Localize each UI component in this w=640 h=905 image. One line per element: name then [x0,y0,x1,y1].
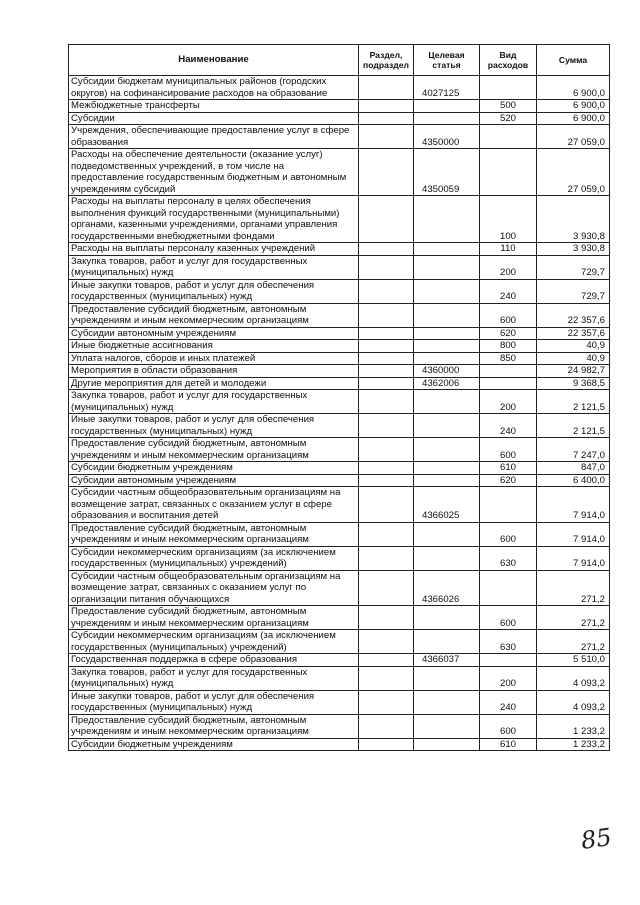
row-sum-cell: 7 914,0 [537,522,610,546]
row-section-cell [359,414,414,438]
table-row [69,666,610,690]
table-row [69,377,610,390]
row-article-cell [414,690,480,714]
row-sum-cell: 4 093,2 [537,690,610,714]
row-section-cell [359,546,414,570]
row-expense-type-cell: 800 [480,340,537,353]
row-name-cell: Учреждения, обеспечивающие предоставление услуг в сфере образования [69,125,359,149]
row-name-cell: Иные закупки товаров, работ и услуг для обеспечения государственных (муниципальных) нужд [69,279,359,303]
row-name-cell: Уплата налогов, сборов и иных платежей [69,352,359,365]
row-expense-type-cell: 610 [480,738,537,751]
row-expense-type-cell [480,654,537,667]
row-sum-cell: 6 900,0 [537,100,610,113]
row-section-cell [359,76,414,100]
row-name-cell: Субсидии частным общеобразовательным организациям на возмещение затрат, связанных с оказанием услуг по организации питания обучающихся [69,570,359,606]
row-section-cell [359,279,414,303]
row-sum-cell: 22 357,6 [537,327,610,340]
row-sum-cell: 729,7 [537,279,610,303]
row-expense-type-cell: 200 [480,255,537,279]
row-expense-type-cell: 630 [480,546,537,570]
table-row [69,255,610,279]
row-expense-type-cell: 600 [480,606,537,630]
row-section-cell [359,327,414,340]
row-name-cell: Межбюджетные трансферты [69,100,359,113]
row-sum-cell: 3 930,8 [537,196,610,243]
row-sum-cell: 7 247,0 [537,438,610,462]
row-section-cell [359,487,414,523]
table-row [69,738,610,751]
row-section-cell [359,149,414,196]
row-sum-cell: 2 121,5 [537,414,610,438]
row-name-cell: Закупка товаров, работ и услуг для государственных (муниципальных) нужд [69,666,359,690]
row-name-cell: Субсидии бюджетным учреждениям [69,462,359,475]
row-article-cell [414,303,480,327]
row-expense-type-cell: 600 [480,303,537,327]
row-expense-type-cell [480,487,537,523]
header-name: Наименование [69,45,359,76]
table-row [69,340,610,353]
table-row [69,690,610,714]
row-article-cell [414,666,480,690]
row-expense-type-cell [480,125,537,149]
row-expense-type-cell: 500 [480,100,537,113]
row-name-cell: Расходы на выплаты персоналу в целях обеспечения выполнения функций государственными (муниципальными) органами, казенными учреждениями, органами управления государственными внебюджетными фондами [69,196,359,243]
row-name-cell: Субсидии частным общеобразовательным организациям на возмещение затрат, связанных с оказанием услуг в сфере образования и воспитания детей [69,487,359,523]
row-section-cell [359,303,414,327]
header-row [69,45,610,76]
row-section-cell [359,390,414,414]
row-name-cell: Иные закупки товаров, работ и услуг для обеспечения государственных (муниципальных) нужд [69,414,359,438]
row-article-cell [414,606,480,630]
table-row [69,546,610,570]
row-name-cell: Мероприятия в области образования [69,365,359,378]
row-name-cell: Предоставление субсидий бюджетным, автономным учреждениям и иным некоммерческим организациям [69,714,359,738]
row-name-cell: Расходы на обеспечение деятельности (оказание услуг) подведомственных учреждений, в том числе на предоставление государственным бюджетным и автономным учреждениям субсидий [69,149,359,196]
table-row [69,196,610,243]
row-name-cell: Предоставление субсидий бюджетным, автономным учреждениям и иным некоммерческим организациям [69,606,359,630]
table-row [69,149,610,196]
row-name-cell: Расходы на выплаты персоналу казенных учреждений [69,243,359,256]
row-article-cell: 4360000 [414,365,480,378]
table-row [69,327,610,340]
row-name-cell: Закупка товаров, работ и услуг для государственных (муниципальных) нужд [69,390,359,414]
row-section-cell [359,570,414,606]
row-expense-type-cell: 850 [480,352,537,365]
row-expense-type-cell [480,76,537,100]
header-expense-type: Вид расходов [480,45,537,76]
table-row [69,654,610,667]
row-article-cell: 4350059 [414,149,480,196]
table-row [69,606,610,630]
row-article-cell: 4350000 [414,125,480,149]
row-article-cell [414,474,480,487]
row-expense-type-cell [480,570,537,606]
row-expense-type-cell [480,365,537,378]
table-row [69,125,610,149]
row-article-cell [414,714,480,738]
table-row [69,279,610,303]
row-article-cell [414,243,480,256]
row-name-cell: Закупка товаров, работ и услуг для государственных (муниципальных) нужд [69,255,359,279]
row-expense-type-cell [480,149,537,196]
row-section-cell [359,714,414,738]
row-article-cell [414,255,480,279]
table-row [69,438,610,462]
row-name-cell: Субсидии автономным учреждениям [69,474,359,487]
row-section-cell [359,377,414,390]
row-article-cell [414,390,480,414]
row-sum-cell: 3 930,8 [537,243,610,256]
row-article-cell [414,327,480,340]
row-name-cell: Предоставление субсидий бюджетным, автономным учреждениям и иным некоммерческим организациям [69,438,359,462]
row-name-cell: Субсидии бюджетам муниципальных районов (городских округов) на софинансирование расходов на образование [69,76,359,100]
row-article-cell [414,522,480,546]
row-section-cell [359,255,414,279]
row-sum-cell: 729,7 [537,255,610,279]
row-sum-cell: 6 400,0 [537,474,610,487]
row-section-cell [359,125,414,149]
row-expense-type-cell: 240 [480,279,537,303]
table-row [69,365,610,378]
row-article-cell [414,438,480,462]
row-section-cell [359,462,414,475]
row-sum-cell: 40,9 [537,340,610,353]
row-sum-cell: 1 233,2 [537,714,610,738]
row-article-cell [414,630,480,654]
row-name-cell: Субсидии некоммерческим организациям (за исключением государственных (муниципальных) учреждений) [69,546,359,570]
row-article-cell: 4027125 [414,76,480,100]
row-name-cell: Субсидии автономным учреждениям [69,327,359,340]
row-section-cell [359,438,414,462]
row-sum-cell: 6 900,0 [537,76,610,100]
row-section-cell [359,738,414,751]
row-sum-cell: 22 357,6 [537,303,610,327]
row-expense-type-cell: 240 [480,414,537,438]
row-name-cell: Субсидии [69,112,359,125]
header-section: Раздел, подраздел [359,45,414,76]
row-sum-cell: 27 059,0 [537,125,610,149]
row-expense-type-cell: 610 [480,462,537,475]
row-sum-cell: 847,0 [537,462,610,475]
row-section-cell [359,666,414,690]
row-article-cell [414,462,480,475]
row-name-cell: Субсидии некоммерческим организациям (за исключением государственных (муниципальных) учреждений) [69,630,359,654]
row-expense-type-cell: 240 [480,690,537,714]
table-row [69,630,610,654]
table-row [69,487,610,523]
table-row [69,100,610,113]
budget-table [68,44,610,751]
row-article-cell [414,340,480,353]
row-expense-type-cell: 620 [480,327,537,340]
row-sum-cell: 7 914,0 [537,487,610,523]
row-name-cell: Иные закупки товаров, работ и услуг для обеспечения государственных (муниципальных) нужд [69,690,359,714]
row-name-cell: Предоставление субсидий бюджетным, автономным учреждениям и иным некоммерческим организациям [69,522,359,546]
row-section-cell [359,100,414,113]
row-article-cell [414,196,480,243]
row-article-cell [414,112,480,125]
table-row [69,414,610,438]
row-sum-cell: 9 368,5 [537,377,610,390]
row-name-cell: Другие мероприятия для детей и молодежи [69,377,359,390]
row-article-cell [414,738,480,751]
row-article-cell [414,414,480,438]
row-name-cell: Субсидии бюджетным учреждениям [69,738,359,751]
table-row [69,714,610,738]
row-name-cell: Государственная поддержка в сфере образования [69,654,359,667]
row-expense-type-cell: 630 [480,630,537,654]
row-sum-cell: 40,9 [537,352,610,365]
row-expense-type-cell [480,377,537,390]
row-sum-cell: 2 121,5 [537,390,610,414]
row-sum-cell: 27 059,0 [537,149,610,196]
table-row [69,76,610,100]
row-article-cell: 4366025 [414,487,480,523]
row-sum-cell: 271,2 [537,630,610,654]
row-section-cell [359,112,414,125]
row-article-cell [414,352,480,365]
header-sum: Сумма [537,45,610,76]
table-row [69,352,610,365]
row-section-cell [359,654,414,667]
row-article-cell [414,279,480,303]
header-article: Целевая статья [414,45,480,76]
row-name-cell: Иные бюджетные ассигнования [69,340,359,353]
row-sum-cell: 4 093,2 [537,666,610,690]
row-section-cell [359,474,414,487]
row-expense-type-cell: 110 [480,243,537,256]
row-expense-type-cell: 600 [480,714,537,738]
row-sum-cell: 24 982,7 [537,365,610,378]
row-article-cell: 4366026 [414,570,480,606]
table-row [69,474,610,487]
row-section-cell [359,243,414,256]
row-expense-type-cell: 600 [480,522,537,546]
page-number: 85 [579,823,614,855]
row-article-cell [414,546,480,570]
row-section-cell [359,630,414,654]
row-section-cell [359,196,414,243]
row-name-cell: Предоставление субсидий бюджетным, автономным учреждениям и иным некоммерческим организациям [69,303,359,327]
row-sum-cell: 1 233,2 [537,738,610,751]
row-section-cell [359,352,414,365]
row-article-cell: 4362006 [414,377,480,390]
row-expense-type-cell: 520 [480,112,537,125]
table-row [69,462,610,475]
row-sum-cell: 6 900,0 [537,112,610,125]
table-row [69,243,610,256]
row-section-cell [359,606,414,630]
row-sum-cell: 271,2 [537,606,610,630]
table-row [69,112,610,125]
row-sum-cell: 7 914,0 [537,546,610,570]
row-article-cell [414,100,480,113]
row-section-cell [359,690,414,714]
table-row [69,303,610,327]
row-expense-type-cell: 200 [480,666,537,690]
row-article-cell: 4366037 [414,654,480,667]
table-row [69,522,610,546]
row-expense-type-cell: 620 [480,474,537,487]
row-section-cell [359,522,414,546]
row-sum-cell: 271,2 [537,570,610,606]
row-section-cell [359,340,414,353]
table-row [69,390,610,414]
table-row [69,570,610,606]
table-body [69,76,610,751]
row-section-cell [359,365,414,378]
row-expense-type-cell: 100 [480,196,537,243]
row-sum-cell: 5 510,0 [537,654,610,667]
row-expense-type-cell: 600 [480,438,537,462]
row-expense-type-cell: 200 [480,390,537,414]
